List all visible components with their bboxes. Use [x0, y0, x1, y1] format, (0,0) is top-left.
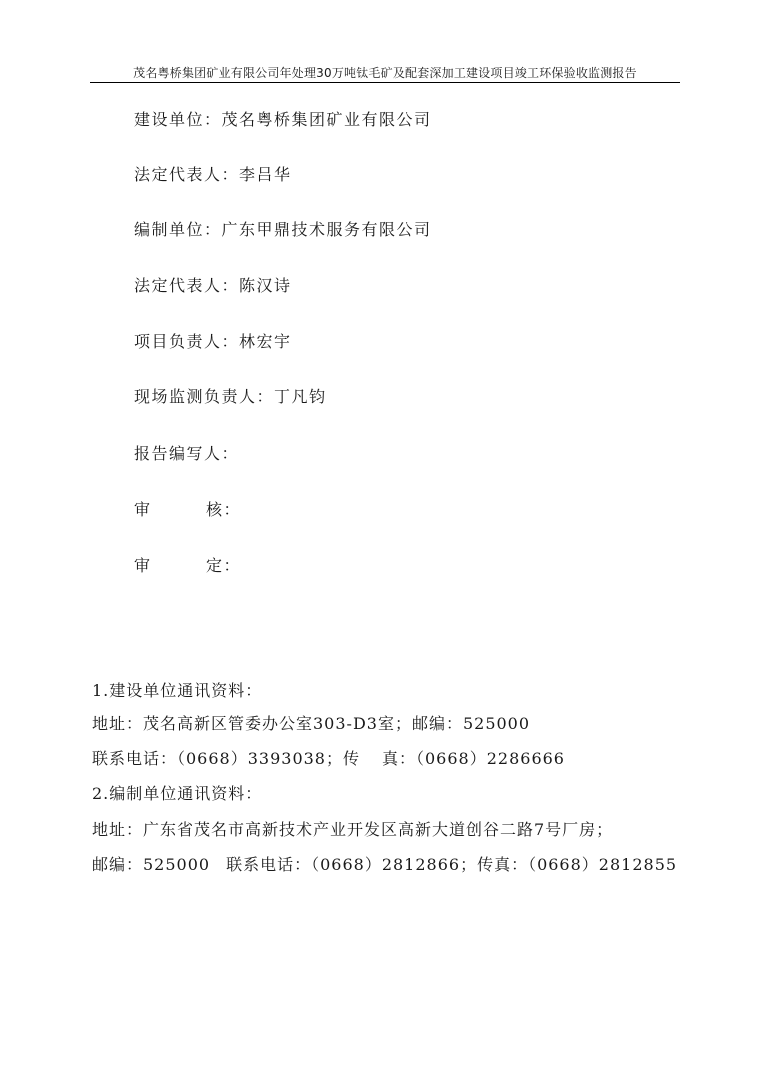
colon: ： [204, 110, 222, 129]
editor-rep-value: 陈汉诗 [239, 276, 292, 295]
monitoring-lead-label: 现场监测负责人 [134, 387, 257, 406]
colon: ： [256, 387, 275, 406]
monitoring-lead-value: 丁凡钧 [274, 387, 327, 406]
reviewer-label-b: 核 [206, 500, 224, 519]
builder-rep-value: 李吕华 [239, 165, 292, 184]
builder-rep-label: 法定代表人 [134, 165, 222, 184]
builder-fax-b: 真：（0668）2286666 [382, 749, 565, 768]
project-lead-label: 项目负责人 [134, 332, 222, 351]
colon: ： [221, 332, 240, 351]
colon: ： [223, 556, 242, 575]
reviewer-label-a: 审 [134, 500, 152, 519]
builder-address: 地址：茂名高新区管委办公室303-D3室；邮编：525000 [92, 714, 531, 733]
builder-phone-fax-row [92, 749, 565, 769]
editor-postcode: 邮编：525000 [92, 855, 211, 874]
editor-phone-fax: 联系电话：（0668）2812866；传真：（0668）2812855 [226, 855, 678, 874]
colon: ： [221, 444, 240, 463]
signature-row-reviewer [134, 500, 241, 520]
builder-phone: 联系电话：（0668）3393038； [92, 749, 343, 768]
colon: ： [223, 500, 242, 519]
builder-fax-a: 传 [342, 749, 360, 768]
builder-label: 建设单位 [134, 110, 205, 129]
signature-row-project-lead [134, 332, 292, 352]
signature-row-writer [134, 444, 239, 464]
editor-value: 广东甲鼎技术服务有限公司 [221, 220, 432, 239]
signature-row-builder-rep [134, 165, 292, 185]
colon: ： [204, 220, 222, 239]
colon: ： [221, 276, 240, 295]
colon: ： [221, 165, 240, 184]
builder-value: 茂名粤桥集团矿业有限公司 [221, 110, 432, 129]
editor-postcode-phone-row [92, 855, 677, 875]
project-lead-value: 林宏宇 [239, 332, 292, 351]
signature-row-builder [134, 110, 432, 130]
page-header-title: 茂名粤桥集团矿业有限公司年处理30万吨钛毛矿及配套深加工建设项目竣工环保验收监测报告 [133, 66, 637, 80]
editor-address: 地址：广东省茂名市高新技术产业开发区高新大道创谷二路7号厂房； [92, 820, 614, 839]
editor-rep-label: 法定代表人 [134, 276, 222, 295]
approver-label-b: 定 [206, 556, 224, 575]
approver-label-a: 审 [134, 556, 152, 575]
builder-contact-heading: 1.建设单位通讯资料： [92, 681, 263, 700]
writer-label: 报告编写人 [134, 444, 222, 463]
editor-label: 编制单位 [134, 220, 205, 239]
signature-row-editor [134, 220, 432, 240]
header-rule [90, 82, 680, 83]
editor-contact-heading: 2.编制单位通讯资料： [92, 784, 263, 803]
signature-row-approver [134, 556, 241, 576]
signature-row-monitoring-lead [134, 387, 327, 407]
signature-row-editor-rep [134, 276, 292, 296]
